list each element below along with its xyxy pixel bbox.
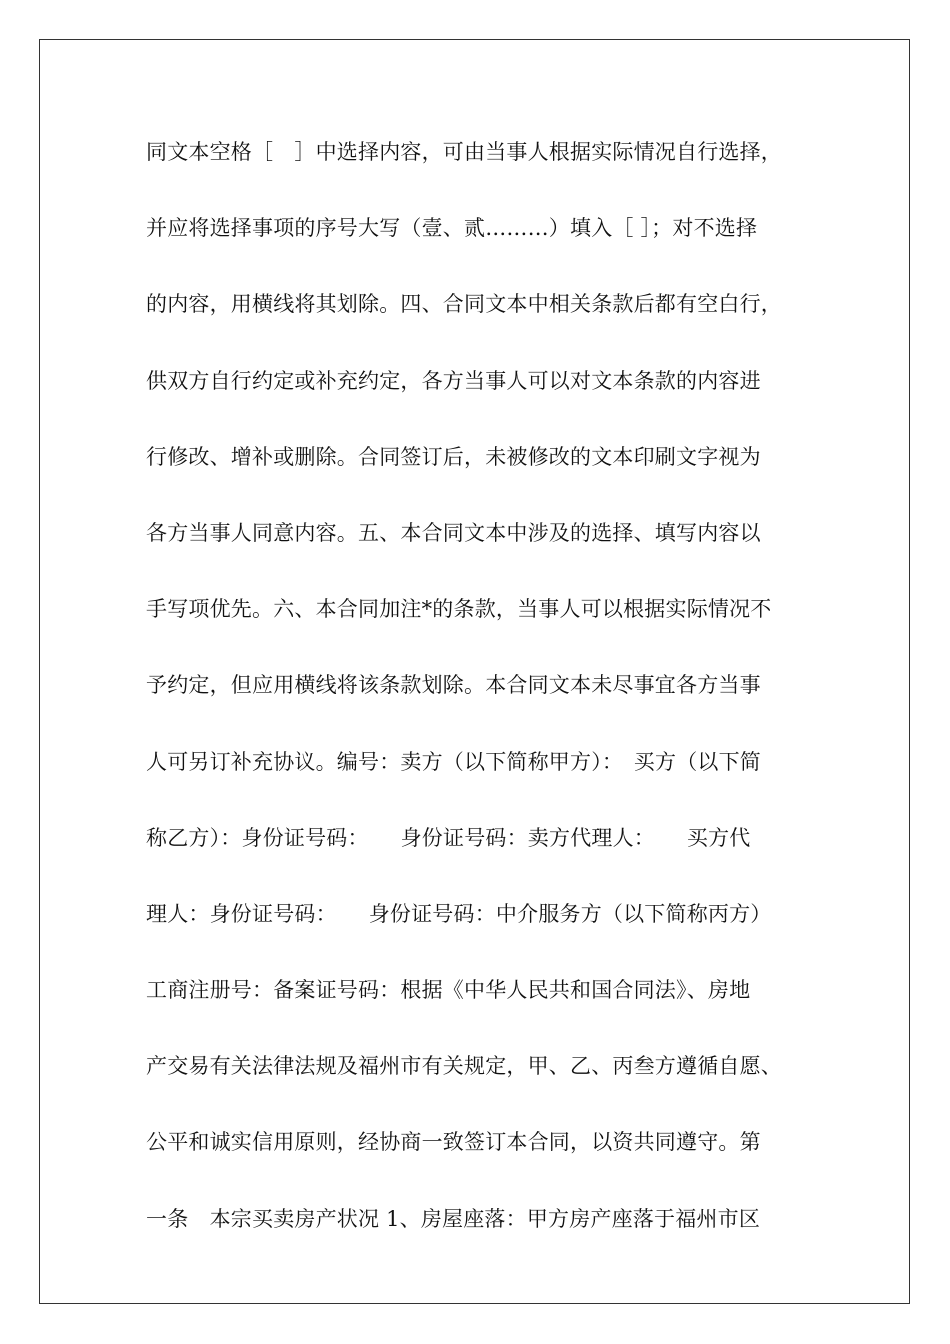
text-line-3: 的内容，用横线将其划除。四、合同文本中相关条款后都有空白行， (146, 292, 782, 317)
text-line-9: 人可另订补充协议。编号：卖方（以下简称甲方）： 买方（以下简 (146, 749, 761, 774)
text-line-1: 同文本空格［ ］中选择内容，可由当事人根据实际情况自行选择， (146, 140, 782, 164)
text-line-15: 一条 本宗买卖房产状况 1、房屋座落：甲方房产座落于福州市区 (146, 1206, 761, 1231)
text-line-12: 工商注册号：备案证号码：根据《中华人民共和国合同法》、房地 (146, 978, 751, 1003)
text-line-2: 并应将选择事项的序号大写（壹、贰………）填入［ ］；对不选择 (146, 216, 758, 241)
text-line-6: 各方当事人同意内容。五、本合同文本中涉及的选择、填写内容以 (146, 520, 761, 545)
text-line-14: 公平和诚实信用原则，经协商一致签订本合同，以资共同遵守。第 (146, 1130, 761, 1155)
document-body (146, 130, 826, 1273)
text-line-10: 称乙方）：身份证号码： 身份证号码：卖方代理人： 买方代 (146, 825, 751, 850)
text-line-11: 理人：身份证号码： 身份证号码：中介服务方（以下简称丙方） (146, 901, 772, 926)
text-line-13: 产交易有关法律法规及福州市有关规定，甲、乙、丙叁方遵循自愿、 (146, 1054, 782, 1079)
text-line-8: 予约定，但应用横线将该条款划除。本合同文本未尽事宜各方当事 (146, 673, 761, 698)
text-line-7: 手写项优先。六、本合同加注*的条款，当事人可以根据实际情况不 (146, 597, 772, 622)
text-line-4: 供双方自行约定或补充约定，各方当事人可以对文本条款的内容进 (146, 368, 761, 393)
text-line-5: 行修改、增补或删除。合同签订后，未被修改的文本印刷文字视为 (146, 444, 761, 469)
